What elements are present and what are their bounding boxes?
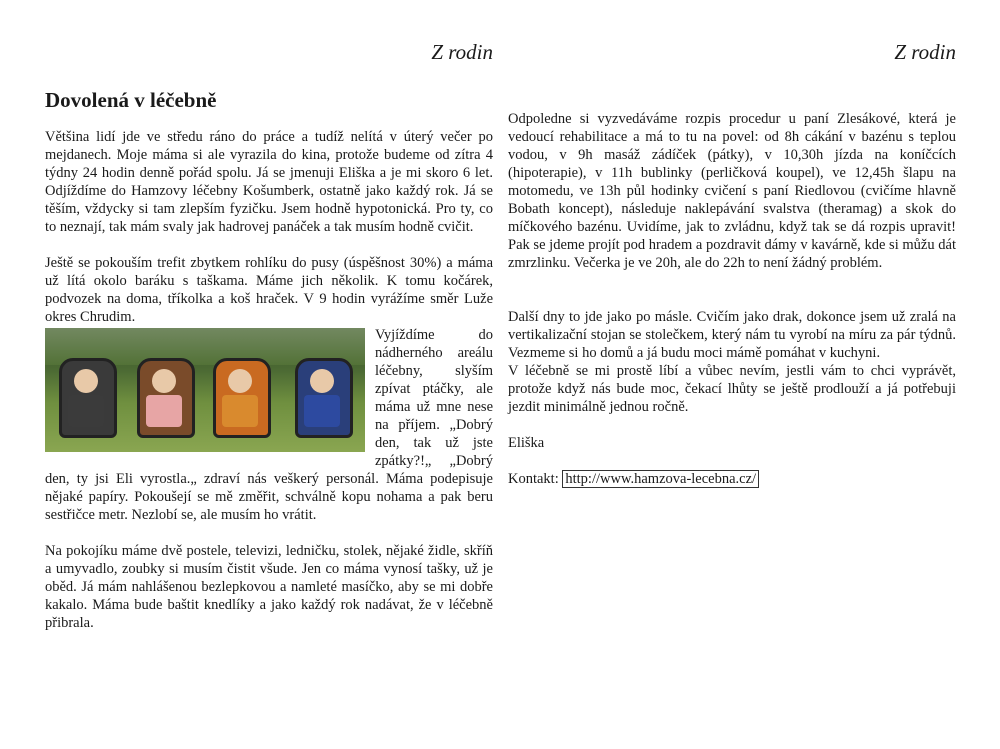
stroller-1-icon — [59, 358, 117, 438]
paragraph-room: Na pokojíku máme dvě postele, televizi, ledničku, stolek, nějaké židle, skříň a umyvadlo, zoubky si musím čistit všude. Jen co máma vynosí tašky, už je oběd. Já mám nahlášenou bezlepkovou a namleté masíčko, aby se mi dobře kakalo. Máma bude baštit knedlíky a jako každý rok nadávat, že v léčebně přibrala. — [45, 543, 493, 631]
paragraph-intro: Většina lidí jde ve středu ráno do práce a tudíž nelítá v úterý večer po mejdanech. Moje máma si ale vyrazila do kina, protože budeme od zítra 4 týdny 24 hodin denně pořád spolu. Já se jmenuji Eliška a je mi skoro 6 let. Odjíždíme do Hamzovy léčebny Košumberk, ostatně jako každý rok. Já se těším, vždycky si tam zlepším fyzičku. Jsem hodně hypotonická. Pro ty, co to neznají, tak mám svaly jak hadrovej panáček a tak musím hodně cvičit. — [45, 129, 493, 235]
running-head-left: Z rodin — [431, 40, 493, 64]
contact-line — [508, 470, 956, 488]
signature: Eliška — [508, 435, 545, 451]
right-body — [508, 110, 956, 506]
paragraph-arrival: Vyjíždíme do nádherného areálu léčebny, slyším zpívat ptáčky, ale máma už mne nese na příjem. „Dobrý den, tak už jste zpátky?!„ „Dobrý den, ty jsi Eli vyrostla.„ zdraví nás veškerý personál. Máma podepisuje nějaké papíry. Pokoušejí se mě změřit, schválně kopu nohama a pak beru sestřičce metr. Nezlobí se, ale musím ho vrátit. — [45, 327, 493, 523]
article-title: Dovolená v léčebně — [45, 88, 217, 112]
stroller-2-icon — [137, 358, 195, 438]
strollers-photo — [45, 328, 365, 452]
contact-label: Kontakt: — [508, 471, 559, 487]
paragraph-schedule: Odpoledne si vyzvedáváme rozpis procedur u paní Zlesákové, která je vedoucí rehabilitace a má to tu na povel: od 8h cákání v bazénu s teplou vodou, v 9h masáž zádíček (pátky), v 10,30h jízda na koníčcích (hipoterapie), v 11h bublinky (perličková koupel), ve 12,45h šlapu na motomedu, ve 13h půl hodinky cvičení s paní Riedlovou (cvičíme hlavně Bobath koncept), následuje naklepávání svalstva (theramag) a skok do míčkového bazénu. Uvidíme, jak to zvládnu, když tak se dá rozpis upravit! Pak se jdeme projít pod hradem a pozdravit dámy v kavárně, kde si můžu dát zmrzlinku. Večerka je ve 20h, ale do 22h to není žádný problém. — [508, 111, 956, 271]
stroller-4-icon — [295, 358, 353, 438]
paragraph-progress: Další dny to jde jako po másle. Cvičím jako drak, dokonce jsem už zralá na vertikalizační stojan se stolečkem, který nám tu vyrobí na míru za pár týdnů. Vezmeme si ho domů a já budu moci mámě pomáhat v kuchyni. — [508, 309, 956, 361]
running-head-right: Z rodin — [894, 40, 956, 64]
arrival-block — [45, 326, 493, 524]
contact-link[interactable]: http://www.hamzova-lecebna.cz/ — [562, 470, 759, 488]
left-body — [45, 128, 493, 650]
stroller-3-icon — [213, 358, 271, 438]
paragraph-closing: V léčebně se mi prostě líbí a vůbec nevím, jestli vám to chci vyprávět, protože když nás bude moc, čekací lhůty se ještě prodlouží a já potřebuji jezdit minimálně jednou ročně. — [508, 363, 956, 415]
paragraph-departure: Ještě se pokouším trefit zbytkem rohlíku do pusy (úspěšnost 30%) a máma už lítá okolo baráku s taškama. Máme jich několik. K tomu kočárek, podvozek na doma, tříkolka a koš hraček. V 9 hodin vyrážíme směr Luže okres Chrudim. — [45, 255, 493, 325]
